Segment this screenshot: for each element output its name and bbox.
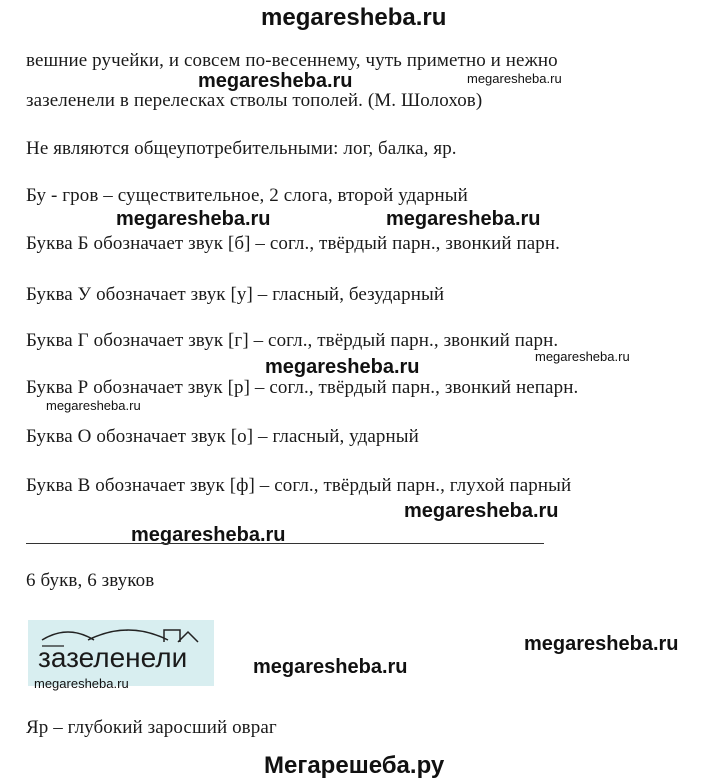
watermark: megaresheba.ru (253, 656, 408, 678)
watermark-small: megaresheba.ru (46, 398, 141, 413)
text-line-12: Яр – глубокий заросший овраг (26, 717, 277, 738)
watermark-small: megaresheba.ru (34, 676, 129, 691)
text-line-3: Не являются общеупотребительными: лог, балка, яр. (26, 138, 457, 159)
text-line-9: Буква О обозначает звук [о] – гласный, ударный (26, 426, 419, 447)
word-analysis-text: зазеленели (38, 642, 188, 673)
watermark: megaresheba.ru (131, 524, 286, 546)
header-watermark: megaresheba.ru (261, 4, 447, 31)
footer-watermark: Мегарешеба.ру (264, 752, 445, 779)
watermark: megaresheba.ru (116, 208, 271, 230)
text-line-11: 6 букв, 6 звуков (26, 570, 155, 591)
text-line-5: Буква Б обозначает звук [б] – согл., твёрдый парн., звонкий парн. (26, 233, 561, 254)
text-line-4: Бу - гров – существительное, 2 слога, второй ударный (26, 185, 468, 206)
text-line-7: Буква Г обозначает звук [г] – согл., твёрдый парн., звонкий парн. (26, 330, 559, 351)
text-line-2: зазеленели в перелесках стволы тополей. (М. Шолохов) (26, 90, 483, 111)
text-line-8: Буква Р обозначает звук [р] – согл., твёрдый парн., звонкий непарн. (26, 377, 579, 398)
watermark: megaresheba.ru (386, 208, 541, 230)
text-line-1: вешние ручейки, и совсем по-весеннему, чуть приметно и нежно (26, 50, 558, 71)
divider-line (26, 543, 544, 544)
watermark: megaresheba.ru (404, 500, 559, 522)
watermark: megaresheba.ru (524, 633, 679, 655)
text-line-10: Буква В обозначает звук [ф] – согл., твёрдый парн., глухой парный (26, 475, 572, 496)
watermark: megaresheba.ru (198, 70, 353, 92)
text-line-6: Буква У обозначает звук [у] – гласный, безударный (26, 284, 445, 305)
watermark-small: megaresheba.ru (467, 71, 562, 86)
watermark-small: megaresheba.ru (535, 349, 630, 364)
watermark: megaresheba.ru (265, 356, 420, 378)
